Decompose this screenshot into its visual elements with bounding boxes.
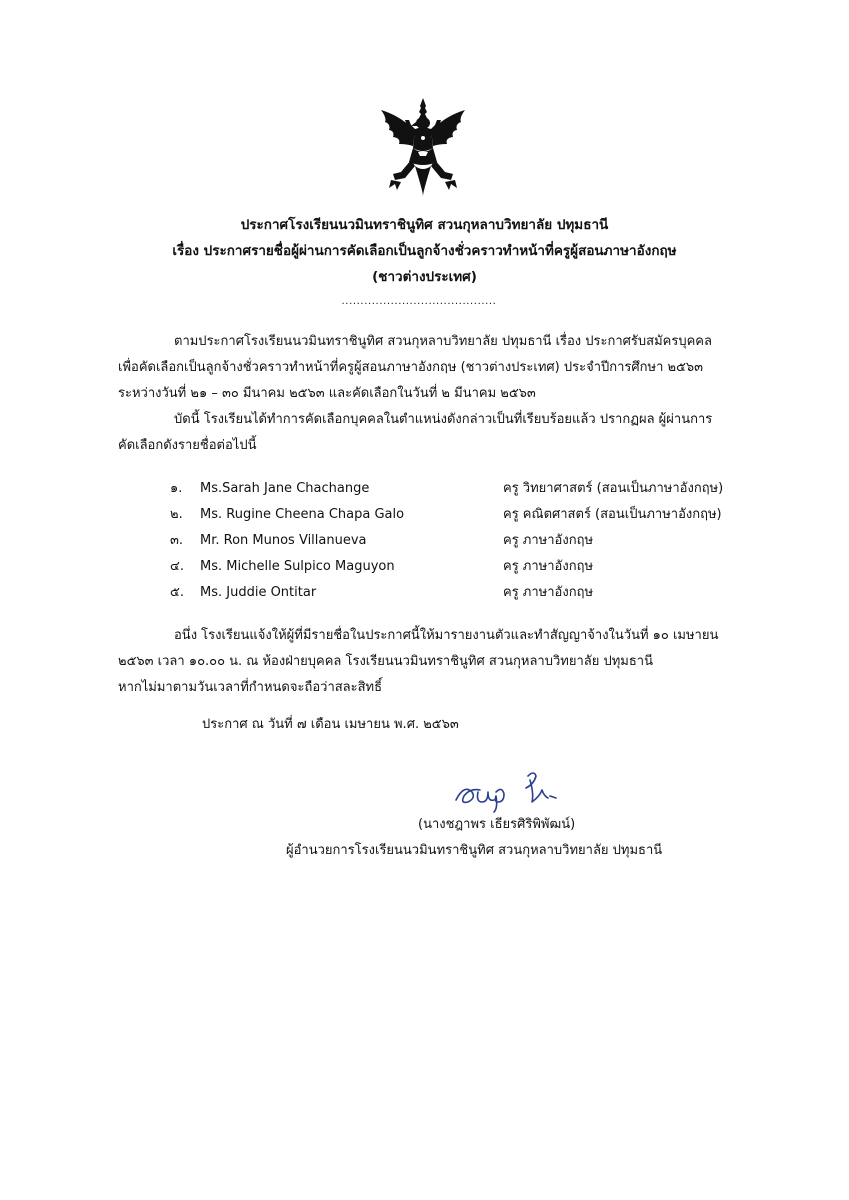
announcement-subject-note: (ชาวต่างประเทศ): [372, 269, 477, 285]
signature-icon: [450, 762, 580, 814]
list-item-number: ๓.: [170, 533, 184, 548]
paragraph-2-line-2: คัดเลือกดังรายชื่อต่อไปนี้: [118, 438, 257, 453]
garuda-emblem-icon: [371, 96, 475, 200]
list-item-position: ครู ภาษาอังกฤษ: [503, 585, 594, 600]
list-item-number: ๒.: [170, 507, 183, 522]
list-item-number: ๕.: [170, 585, 184, 600]
list-item-position: ครู ภาษาอังกฤษ: [503, 533, 594, 548]
paragraph-2-line-1: บัดนี้ โรงเรียนได้ทำการคัดเลือกบุคคลในตำแหน่งดังกล่าวเป็นที่เรียบร้อยแล้ว ปรากฏผล ผู้ผ่านการ: [174, 412, 713, 427]
notice-line-3: หากไม่มาตามวันเวลาที่กำหนดจะถือว่าสละสิทธิ์: [118, 680, 383, 695]
list-item-position: ครู คณิตศาสตร์ (สอนเป็นภาษาอังกฤษ): [503, 507, 722, 522]
list-item-number: ๔.: [170, 559, 184, 574]
notice-line-1: อนึ่ง โรงเรียนแจ้งให้ผู้ที่มีรายชื่อในประกาศนี้ให้มารายงานตัวและทำสัญญาจ้างในวันที่ ๑๐ เมษายน: [174, 628, 719, 643]
list-item-name: Mr. Ron Munos Villanueva: [200, 533, 367, 548]
signatory-name: (นางชฎาพร เธียรศิริพิพัฒน์): [418, 817, 576, 832]
signatory-title: ผู้อำนวยการโรงเรียนนวมินทราชินูทิศ สวนกุหลาบวิทยาลัย ปทุมธานี: [286, 843, 663, 858]
title-separator: .........................................: [341, 296, 497, 307]
notice-line-2: ๒๕๖๓ เวลา ๑๐.๐๐ น. ณ ห้องฝ่ายบุคคล โรงเรียนนวมินทราชินูทิศ สวนกุหลาบวิทยาลัย ปทุมธานี: [118, 654, 653, 669]
list-item-name: Ms. Michelle Sulpico Maguyon: [200, 559, 395, 574]
list-item-name: Ms. Rugine Cheena Chapa Galo: [200, 507, 405, 522]
list-item-name: Ms. Juddie Ontitar: [200, 585, 317, 600]
announcement-title: ประกาศโรงเรียนนวมินทราชินูทิศ สวนกุหลาบวิทยาลัย ปทุมธานี: [240, 217, 609, 233]
paragraph-1-line-2: เพื่อคัดเลือกเป็นลูกจ้างชั่วคราวทำหน้าที่ครูผู้สอนภาษาอังกฤษ (ชาวต่างประเทศ) ประจำปีการศึกษา ๒๕๖๓: [118, 360, 704, 375]
paragraph-1-line-1: ตามประกาศโรงเรียนนวมินทราชินูทิศ สวนกุหลาบวิทยาลัย ปทุมธานี เรื่อง ประกาศรับสมัครบุคคล: [174, 334, 712, 349]
list-item-name: Ms.Sarah Jane Chachange: [200, 481, 370, 496]
announcement-date: ประกาศ ณ วันที่ ๗ เดือน เมษายน พ.ศ. ๒๕๖๓: [202, 717, 459, 732]
list-item-position: ครู วิทยาศาสตร์ (สอนเป็นภาษาอังกฤษ): [503, 481, 724, 496]
announcement-subject: เรื่อง ประกาศรายชื่อผู้ผ่านการคัดเลือกเป็นลูกจ้างชั่วคราวทำหน้าที่ครูผู้สอนภาษาอังกฤษ: [172, 243, 677, 259]
list-item-number: ๑.: [170, 481, 183, 496]
paragraph-1-line-3: ระหว่างวันที่ ๒๑ – ๓๐ มีนาคม ๒๕๖๓ และคัดเลือกในวันที่ ๒ มีนาคม ๒๕๖๓: [118, 386, 536, 401]
list-item-position: ครู ภาษาอังกฤษ: [503, 559, 594, 574]
